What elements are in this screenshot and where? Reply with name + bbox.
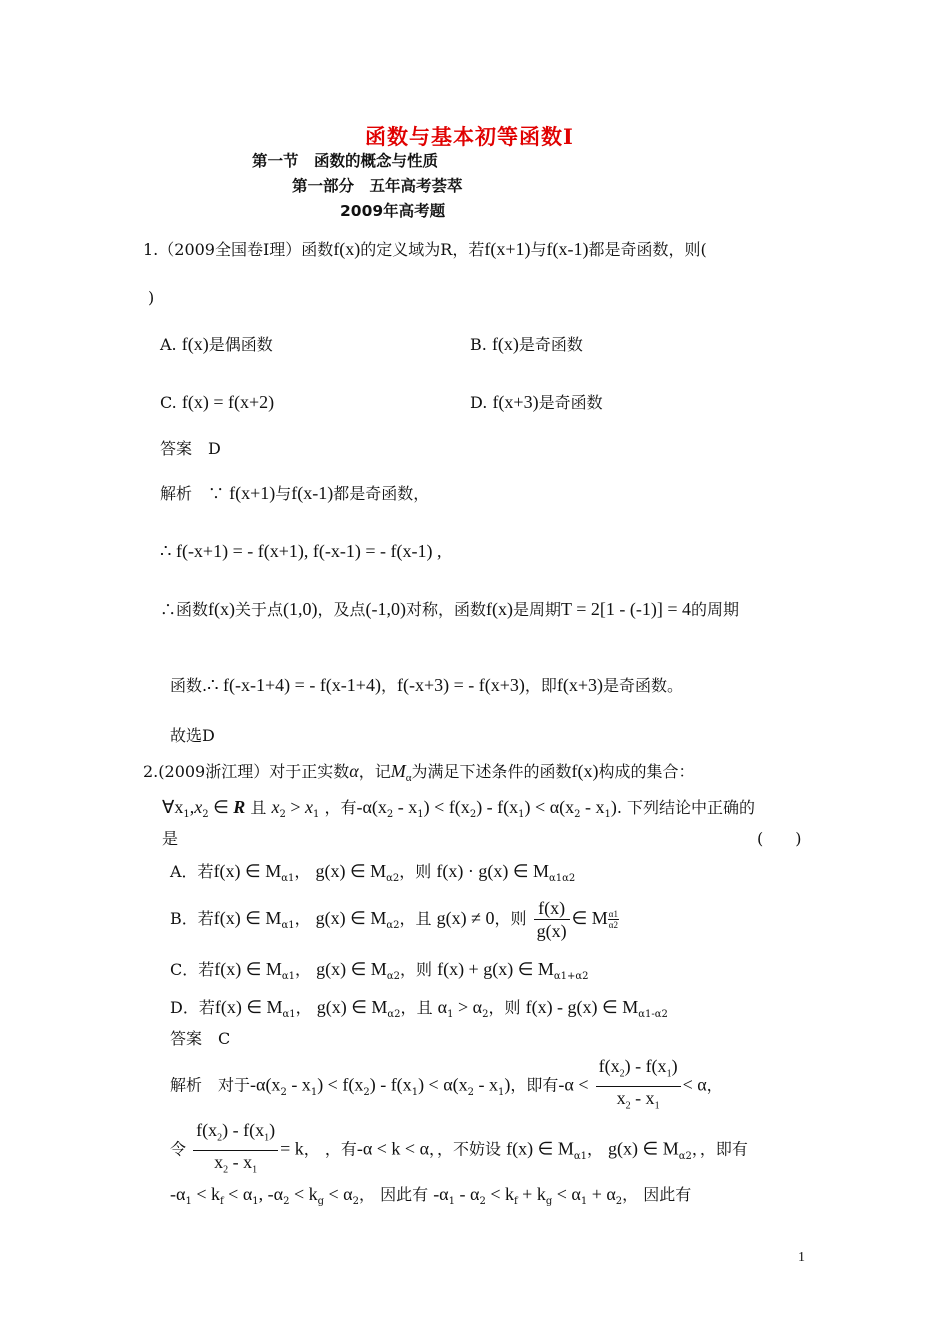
q1-solution-line-2: ∴ f(-x+1) = - f(x+1), f(-x-1) = - f(x-1) ,: [160, 541, 442, 561]
q2-condition: $\forall x_1,x_2$ ∈ R 且 $x_2 > x_1$ ，有$-\alpha(x_2 - x_1) < f(x_2) - f(x_1) < \alpha(x_2 - x_1)$. 下列结论中正确的: [162, 797, 756, 821]
q1-option-c: C. f(x) = f(x+2): [160, 392, 275, 412]
q1-solution-line-4: 函数.∴ f(-x-1+4) = - f(x-1+4)，f(-x+3) = - f(x+3)，即f(x+3)是奇函数。: [170, 675, 684, 695]
page-number: 1: [798, 1250, 805, 1265]
q2-option-b: B．若f(x) ∈ $M_{\alpha 1}$， g(x) ∈ $M_{\alpha 2}$，且 g(x) ≠ 0，则 $\frac{f(x)}{g(x)}$ ∈ M $\frac{\alpha 1}{\alpha 2}$: [170, 898, 618, 941]
q2-stem-end: 是: [162, 829, 179, 848]
q1-option-a: A. f(x)是偶函数: [160, 334, 273, 354]
q2-stem: 2.(2009浙江理）对于正实数α，记$M_\alpha$为满足下述条件的函数f(x)构成的集合：: [143, 761, 695, 785]
q1-solution-choice: 故选D: [170, 726, 215, 745]
q2-option-c: C．若f(x) ∈ $M_{\alpha 1}$， g(x) ∈ $M_{\alpha 2}$，则 f(x) + g(x) ∈ $M_{\alpha 1+\alpha 2}$: [170, 959, 589, 983]
q1-answer: 答案 D: [160, 439, 221, 458]
part-heading: 第一部分 五年高考荟萃: [292, 177, 463, 195]
q2-option-a: A．若f(x) ∈ $M_{\alpha 1}$， g(x) ∈ $M_{\alpha 2}$，则 f(x) · g(x) ∈ $M_{\alpha 1\alpha 2}$: [170, 861, 576, 885]
year-heading: 2009年高考题: [340, 202, 446, 220]
q1-solution-line-3: ∴函数f(x)关于点(1,0)，及点(-1,0)对称，函数f(x)是周期T = 2[1 - (-1)] = 4的周期: [160, 599, 739, 619]
section-heading: 第一节 函数的概念与性质: [252, 152, 439, 170]
q2-solution-line-2: 令 $\frac{f(x_2) - f(x_1)}{x_2 - x_1}$ = k， ，有-α < k < α，，不妨设 f(x) ∈ $M_{\alpha 1}$， g(x) ∈ $M_{\alpha 2}$，，即有: [170, 1120, 748, 1176]
document-title: 函数与基本初等函数Ⅰ: [365, 124, 574, 149]
q1-stem: 1.（2009全国卷Ⅰ理）函数f(x)的定义域为R，若f(x+1)与f(x-1)都是奇函数，则(: [143, 239, 707, 259]
q2-answer-paren: ( ): [757, 829, 802, 848]
q2-solution-line-3: $-\alpha_1 < k_f < \alpha_1$, $-\alpha_2 < k_g < \alpha_2$， 因此有 $-\alpha_1 - \alpha_2 < k_f + k_g < \alpha_1 + \alpha_2$， 因此有: [170, 1184, 692, 1208]
q1-option-b: B. f(x)是奇函数: [470, 334, 583, 354]
q2-answer: 答案 C: [170, 1029, 231, 1048]
q1-stem-end: ): [148, 288, 155, 307]
q2-option-d: D．若f(x) ∈ $M_{\alpha 1}$， g(x) ∈ $M_{\alpha 2}$，且 $\alpha_1 > \alpha_2$，则 f(x) - g(x) ∈ $M_{\alpha 1-\alpha 2}$: [170, 997, 668, 1021]
q1-option-d: D. f(x+3)是奇函数: [470, 392, 603, 412]
q1-solution-line-1: 解析 ∵ f(x+1)与f(x-1)都是奇函数，: [160, 483, 430, 503]
q2-solution-line-1: 解析 对于$-\alpha(x_2 - x_1) < f(x_2) - f(x_1) < \alpha(x_2 - x_1)$，即有-α < $\frac{f(x_2) - f(x_1)}{x_2 - x_1}$ < α，: [170, 1056, 723, 1112]
